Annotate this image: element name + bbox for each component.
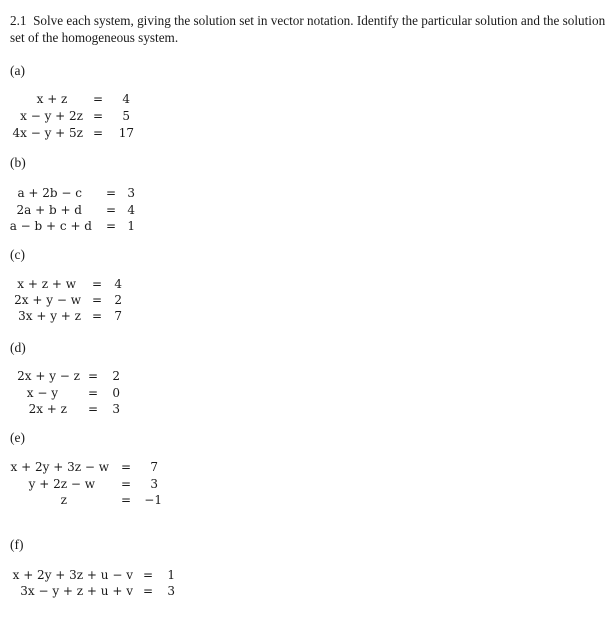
equation-rhs: 2 [114,293,122,307]
equation-relation: = [142,584,154,598]
equation-lhs: a − b + c + d [9,219,92,233]
equation-lhs: x + z [36,92,68,106]
equation-rhs: 0 [112,386,120,400]
equation-rhs: 7 [150,460,158,474]
equation-lhs: z [60,493,67,507]
equation-relation: = [105,219,117,233]
equation-rhs: 3 [167,584,175,598]
equation-rhs: 2 [112,369,120,383]
equation-lhs: a + 2b − c [17,186,82,200]
equation-relation: = [105,186,117,200]
part-c-label: (c) [10,247,25,262]
equation-rhs: 7 [114,309,122,323]
equation-rhs: 5 [122,109,130,123]
equation-rhs: 3 [127,186,135,200]
problem-statement [10,12,606,46]
equation-relation: = [87,386,99,400]
equation-relation: = [87,369,99,383]
part-e-label: (e) [10,430,25,445]
equation-rhs: 3 [112,402,120,416]
equation-lhs: x + 2y + 3z + u − v [12,568,133,582]
equation-relation: = [87,402,99,416]
equation-rhs: 4 [127,203,135,217]
equation-rhs: 1 [127,219,135,233]
part-a-label: (a) [10,63,25,78]
equation-relation: = [92,92,104,106]
equation-relation: = [91,277,103,291]
equation-relation: = [92,126,104,140]
equation-rhs: 1 [167,568,175,582]
part-f-label: (f) [10,537,24,552]
equation-lhs: 2x + y − w [14,293,81,307]
equation-relation: = [120,460,132,474]
part-d-label: (d) [10,340,26,355]
equation-lhs: 2x + z [28,402,67,416]
equation-rhs: 3 [150,477,158,491]
equation-relation: = [142,568,154,582]
equation-lhs: 2x + y − z [17,369,80,383]
equation-lhs: 3x − y + z + u + v [20,584,133,598]
equation-lhs: x − y + 2z [20,109,83,123]
equation-lhs: x + z + w [17,277,76,291]
part-b-label: (b) [10,155,26,170]
equation-rhs: 4 [114,277,122,291]
equation-relation: = [120,493,132,507]
equation-rhs: 4 [122,92,130,106]
equation-lhs: 2a + b + d [16,203,82,217]
equation-relation: = [92,109,104,123]
equation-lhs: x − y [26,386,58,400]
equation-relation: = [91,293,103,307]
equation-lhs: y + 2z − w [28,477,95,491]
problem-text: Solve each system, giving the solution set in vector notation. Identify the particular solution and the solution set of the homogeneous system. [10,13,606,45]
equation-lhs: x + 2y + 3z − w [10,460,109,474]
equation-lhs: 3x + y + z [18,309,81,323]
equation-rhs: −1 [144,493,162,507]
equation-relation: = [91,309,103,323]
problem-number: 2.1 [10,13,27,28]
equation-relation: = [120,477,132,491]
equation-rhs: 17 [118,126,134,140]
equation-relation: = [105,203,117,217]
equation-lhs: 4x − y + 5z [12,126,83,140]
